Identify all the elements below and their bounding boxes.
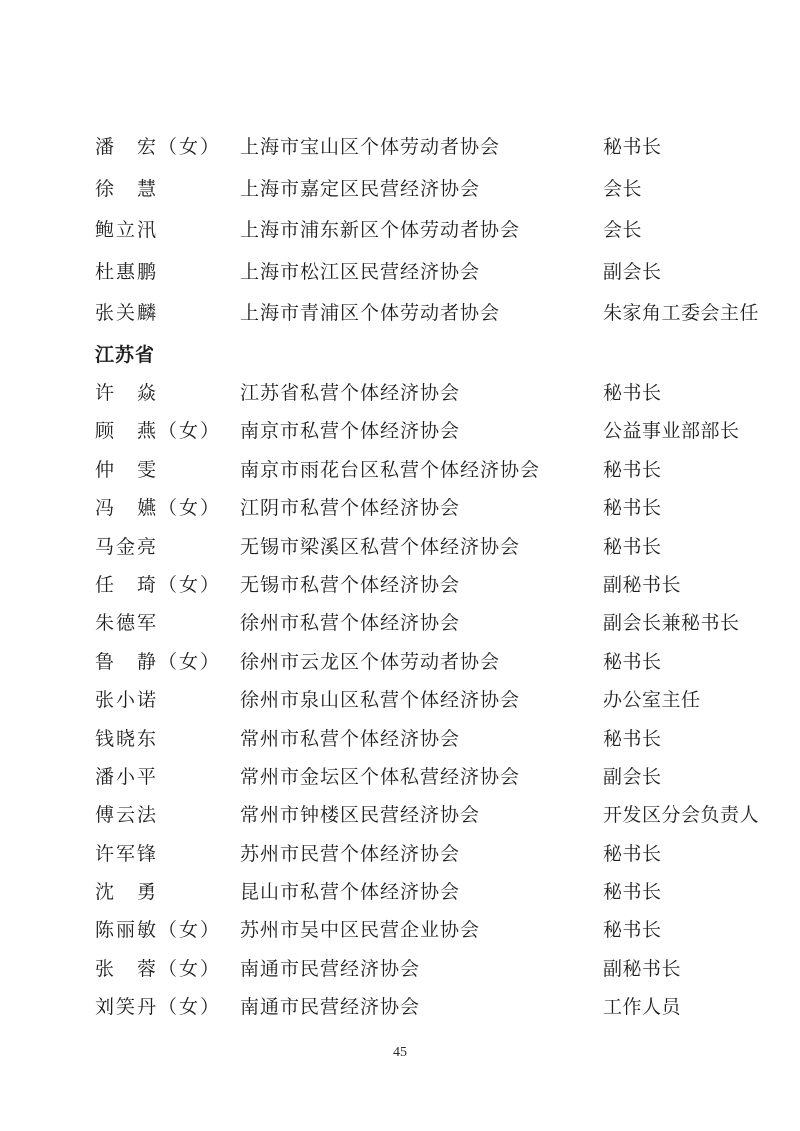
province-section [95,343,760,1034]
person-name: 钱晓东 [95,728,159,750]
position-title: 秘书长 [603,536,662,558]
table-row [95,573,755,611]
person-name: 仲 雯 [95,459,159,481]
organization-name: 常州市私营个体经济协会 [240,728,461,750]
table-row [95,803,760,841]
table-row [95,458,755,496]
person-name: 陈丽敏（女） [95,920,222,942]
organization-name: 南京市私营个体经济协会 [240,421,461,443]
position-title: 秘书长 [603,498,662,520]
table-row [95,957,755,995]
position-title: 秘书长 [603,920,662,942]
person-name: 许军锋 [95,843,159,865]
organization-name: 南通市民营经济协会 [240,997,421,1019]
position-title: 会长 [603,220,643,241]
organization-name: 徐州市泉山区私营个体经济协会 [240,690,521,712]
person-name: 张 蓉（女） [95,958,222,980]
organization-name: 江阴市私营个体经济协会 [240,498,461,520]
organization-name: 上海市青浦区个体劳动者协会 [240,303,501,324]
organization-name: 上海市松江区民营经济协会 [240,261,481,283]
section-rows [95,135,760,343]
organization-name: 苏州市吴中区民营企业协会 [240,920,481,942]
table-row [95,218,755,260]
person-name: 刘笑丹（女） [95,997,222,1019]
position-title: 秘书长 [603,843,662,865]
person-name: 徐 慧 [95,178,159,200]
person-name: 鲍立汛 [95,220,159,241]
organization-name: 苏州市民营个体经济协会 [240,843,461,865]
position-title: 秘书长 [603,651,662,673]
organization-name: 南京市雨花台区私营个体经济协会 [240,459,541,481]
table-row [95,611,755,649]
position-title: 工作人员 [603,997,682,1019]
person-name: 许 焱 [95,383,159,404]
person-name: 马金亮 [95,536,159,558]
table-row [95,650,755,688]
position-title: 会长 [603,178,643,200]
organization-name: 无锡市梁溪区私营个体经济协会 [240,536,521,558]
position-title: 秘书长 [603,459,662,481]
organization-name: 常州市钟楼区民营经济协会 [240,805,481,827]
roster-list [95,135,760,1034]
page-number: 45 [393,1045,407,1060]
table-row [95,765,755,803]
table-row [95,381,755,419]
table-row [95,135,755,177]
organization-name: 昆山市私营个体经济协会 [240,882,461,904]
table-row [95,995,755,1033]
organization-name: 江苏省私营个体经济协会 [240,383,461,404]
table-row [95,727,755,765]
position-title: 副秘书长 [603,574,682,596]
table-row [95,419,755,457]
position-title: 副会长兼秘书长 [603,613,740,635]
person-name: 张小诺 [95,690,159,712]
table-row [95,301,760,343]
person-name: 傅云法 [95,805,159,827]
position-title: 公益事业部部长 [603,421,740,443]
section-rows [95,381,760,1034]
table-row [95,177,755,219]
organization-name: 徐州市私营个体经济协会 [240,613,461,635]
province-header: 江苏省 [95,344,156,366]
position-title: 副会长 [603,766,662,788]
organization-name: 南通市民营经济协会 [240,958,421,980]
province-section [95,135,760,343]
organization-name: 常州市金坛区个体私营经济协会 [240,766,521,788]
person-name: 鲁 静（女） [95,651,222,673]
organization-name: 上海市浦东新区个体劳动者协会 [240,220,521,241]
person-name: 冯 嬿（女） [95,498,222,520]
table-row [95,496,755,534]
position-title: 开发区分会负责人 [603,805,760,827]
person-name: 杜惠鹏 [95,261,159,283]
position-title: 秘书长 [603,383,662,404]
organization-name: 上海市宝山区个体劳动者协会 [240,137,501,158]
organization-name: 徐州市云龙区个体劳动者协会 [240,651,501,673]
table-row [95,535,755,573]
person-name: 潘 宏（女） [95,137,222,158]
table-row [95,260,755,302]
person-name: 朱德军 [95,613,159,635]
person-name: 任 琦（女） [95,574,222,596]
position-title: 副秘书长 [603,958,682,980]
organization-name: 无锡市私营个体经济协会 [240,574,461,596]
table-row [95,842,755,880]
person-name: 潘小平 [95,766,159,788]
position-title: 办公室主任 [603,690,701,712]
organization-name: 上海市嘉定区民营经济协会 [240,178,481,200]
person-name: 顾 燕（女） [95,421,222,443]
position-title: 秘书长 [603,882,662,904]
person-name: 沈 勇 [95,882,159,904]
table-row [95,688,755,726]
table-row [95,918,755,956]
position-title: 秘书长 [603,137,662,158]
position-title: 秘书长 [603,728,662,750]
table-row [95,880,755,918]
person-name: 张关麟 [95,303,159,324]
position-title: 朱家角工委会主任 [603,303,760,324]
position-title: 副会长 [603,261,662,283]
